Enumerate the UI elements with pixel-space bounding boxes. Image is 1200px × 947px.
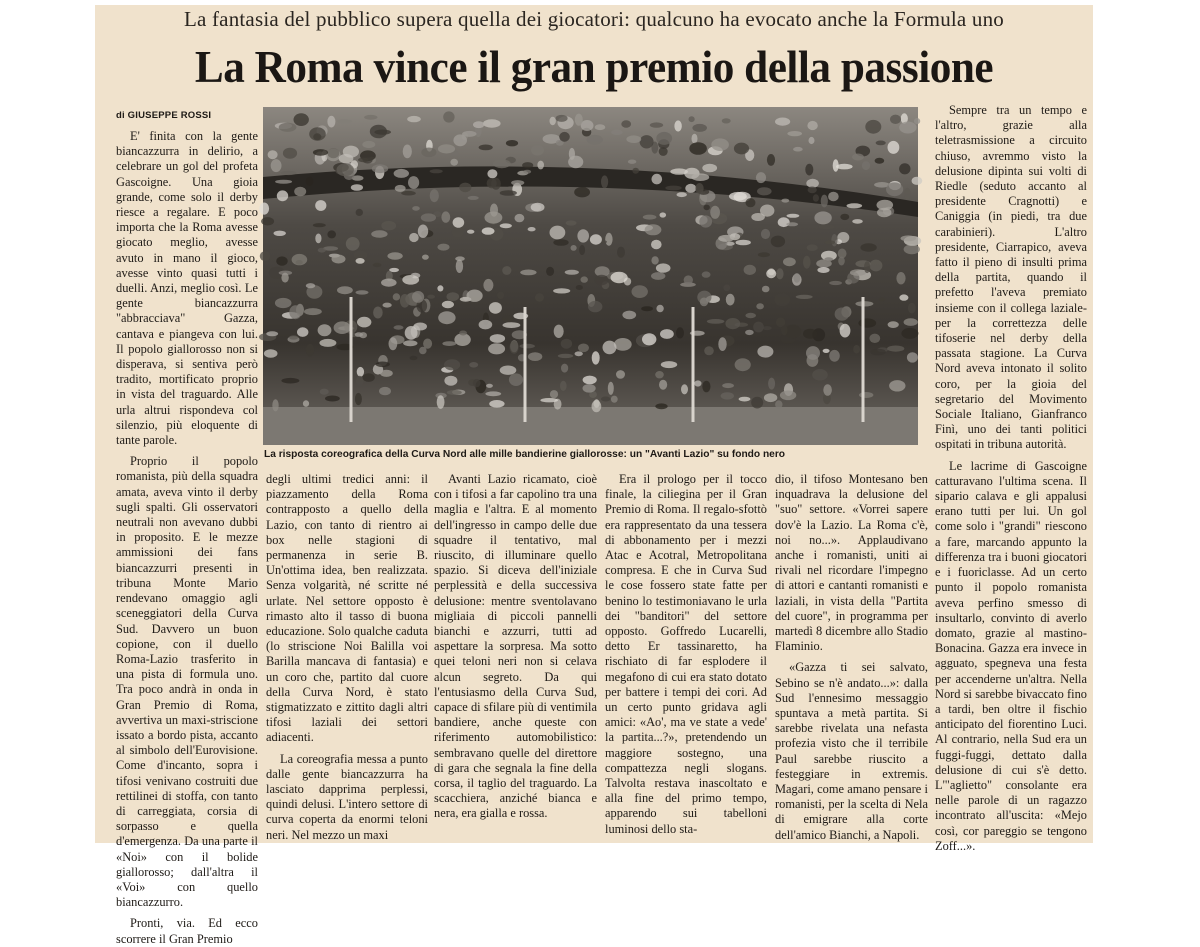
paragraph: Proprio il popolo romanista, più della squadra amata, aveva vinto il derby sugli spalti. Gli osservatori neutrali non avevano dubbi in proposito. E le mezze ammissioni dei fans biancazzurri presenti in tribuna Monte Mario rendevano omaggio agli sceneggiatori della Curva Sud. Davvero un buon copione, con il duello Roma-Lazio trasferito in una pista di formula uno. Tra poco andrà in onda in Gran Premio di Roma, avvertiva un maxi-striscione issato a bordo pista, accanto al simbolo dell'Eurovisione. Come d'incanto, sopra i tifosi venivano costruiti due rettilinei di stoffa, con tanto di carreggiata, corsia di sorpasso e quella d'emergenza. Da una parte il «Noi» con il bolide giallorosso; dall'altra il «Voi» con quello biancazzurro. — [116, 454, 258, 910]
crowd-photo — [263, 107, 918, 445]
article-byline: di GIUSEPPE ROSSI — [116, 110, 212, 121]
article-kicker: La fantasia del pubblico supera quella dei giocatori: qualcuno ha evocato anche la Formula uno — [183, 7, 1004, 31]
paragraph: Avanti Lazio ricamato, cioè con i tifosi a far capolino tra una maglia e l'altra. E al momento dell'ingresso in campo delle due squadre il tentativo, mal riuscito, di illuminare quello spazio. Si diceva dell'iniziale perplessità e della successiva delusione: mentre sventolavano migliaia di piccoli pannelli bianchi e azzurri, tutti ad aspettare la sorpresa. Ma sotto quei teloni neri non si celava alcun segreto. Da qui l'entusiasmo della Curva Sud, capace di sfilare più di ventimila bandiere, anche queste con riferimento automobilistico: sembravano quelle del direttore di gara che segnala la fine della corsa, il taglio del traguardo. La scacchiera, anziché bianca e nera, era gialla e rossa. — [434, 472, 597, 821]
paragraph: degli ultimi tredici anni: il piazzamento della Roma contrapposto a quello della Lazio, con tanto di rientro ai box nelle stagioni di permanenza in serie B. Un'ottima idea, ben realizzata. Senza volgarità, né scritte né urlate. Nel settore opposto è rimasto alto il tasso di buona educazione. Solo qualche caduta (lo striscione Noi Balilla voi Barilla mancava di fantasia) e un coro che, partito dal cuore della Curva Nord, è stato stigmatizzato e zittito dagli altri tifosi laziali dei settori adiacenti. — [266, 472, 428, 745]
paragraph: Sempre tra un tempo e l'altro, grazie alla teletrasmissione a circuito chiuso, avremmo visto la delusione dipinta sui volti di Riedle (seduto accanto al presidente Cragnotti) e Caniggia (in piedi, tra due carabinieri). L'altro presidente, Ciarrapico, aveva fatto il pieno di insulti prima della partita, quando il prefetto l'aveva premiato insieme con il collega laziale-per la correttezza delle tifoserie nel derby della passata stagione. La Curva Nord aveva intonato il solito coro, per la gioia del segretario del Movimento Sociale Italiano, Gianfranco Finì, uno dei tanti politici ospitati in tribuna autorità. — [935, 103, 1087, 452]
article-column-1 — [116, 129, 258, 946]
photo-caption: La risposta coreografica della Curva Nord alle mille bandierine giallorosse: un "Avanti Lazio" su fondo nero — [264, 449, 786, 460]
article-column-3 — [434, 472, 597, 839]
paragraph: La coreografia messa a punto dalle gente biancazzurra ha lasciato dapprima perplessi, quindi delusi. L'intero settore di curva coperta da enormi teloni neri. Nel mezzo un maxi — [266, 751, 428, 842]
newspaper-clipping — [95, 5, 1093, 946]
article-headline: La Roma vince il gran premio della passione — [194, 42, 994, 92]
article-column-4 — [605, 472, 767, 839]
paragraph: Le lacrime di Gascoigne catturavano l'ultima scena. Il sipario calava e gli appalusi erano tutti per lui. Un gol come solo i "grandi" riescono a fare, marcando appunto la differenza tra i buoni giocatori e i fuoriclasse. Ad un certo punto il popolo romanista aveva perfino smesso di insultarlo, convinto di averlo domato, grazie al mastino-Bonacina. Gazza era invece in agguato, spegneva una festa per accenderne un'altra. Nella Nord si sarebbe bivaccato fino a tardi, ben oltre il fischio anticipato del fiorentino Luci. Al contrario, nella Sud era un fuggi-fuggi, dettato dalla delusione di cui s'è detto. L'"aglietto" consolante era nelle parole di un ragazzo incontrato all'uscita: «Mejo così, cor pareggio se tengono Zoff...». — [935, 458, 1087, 853]
article-column-6 — [935, 103, 1087, 853]
paragraph: E' finita con la gente biancazzurra in delirio, a celebrare un gol del profeta Gascoigne. Una gioia grande, come solo il derby riesce a regalare. E poco importa che la Roma avesse giocato meglio, avesse avuto in mano il gioco, avesse vinto quasi tutti i duelli. Anzi, meglio così. Le gente biancazzurra "abbracciava" Gazza, cantava e piangeva con lui. Il popolo giallorosso non si disperava, si sentiva però tradito, mortificato proprio in vista del traguardo. Alle urla altrui rispondeva col silenzio, più eloquente di tante parole. — [116, 129, 258, 448]
paragraph: «Gazza ti sei salvato, Sebino se n'è andato...»: dalla Sud l'ennesimo messaggio spuntava a metà partita. Si sarebbe rivelata una nefasta profezia visto che il terribile Paul sarebbe riuscito a festeggiare in extremis. Magari, come amano pensare i romanisti, per la scelta di Nela di emigrare alla corte dell'amico Bianchi, a Napoli. — [775, 660, 928, 842]
paragraph: Pronti, via. Ed ecco scorrere il Gran Premio — [116, 916, 258, 946]
article-column-5 — [775, 472, 928, 842]
paragraph: Era il prologo per il tocco finale, la ciliegina per il Gran Premio di Roma. Il regalo-sfottò era rappresentato da una tessera di abbonamento per i mezzi Atac e Acotral, Metropolitana compresa. E che in Curva Sud le cose fossero state fatte per benino lo testimoniavano le urla dei "banditori" del settore opposto. Goffredo Lucarelli, detto Er tassinaretto, ha rischiato di far esplodere il megafono di cui era stato dotato per battere i tempi dei cori. Ad un certo punto gridava agli amici: «Ao', ma ve state a vede' la partita...?», pretendendo un maggiore sostegno, una compattezza negli slogans. Talvolta restava inascoltato e alla fine del primo tempo, apparendo sui tabelloni luminosi dello sta- — [605, 472, 767, 836]
article-column-2 — [266, 472, 428, 842]
paragraph: dio, il tifoso Montesano ben inquadrava la delusione del "suo" settore. «Vorrei sapere dov'è la Lazio. La Roma c'è, noi no...». Applaudivano anche i romanisti, uniti ai rivali nel ricordare l'impegno di attori e cantanti romanisti e laziali, in vista della "Partita del cuore", in programma per martedì 8 dicembre allo Stadio Flaminio. — [775, 472, 928, 654]
